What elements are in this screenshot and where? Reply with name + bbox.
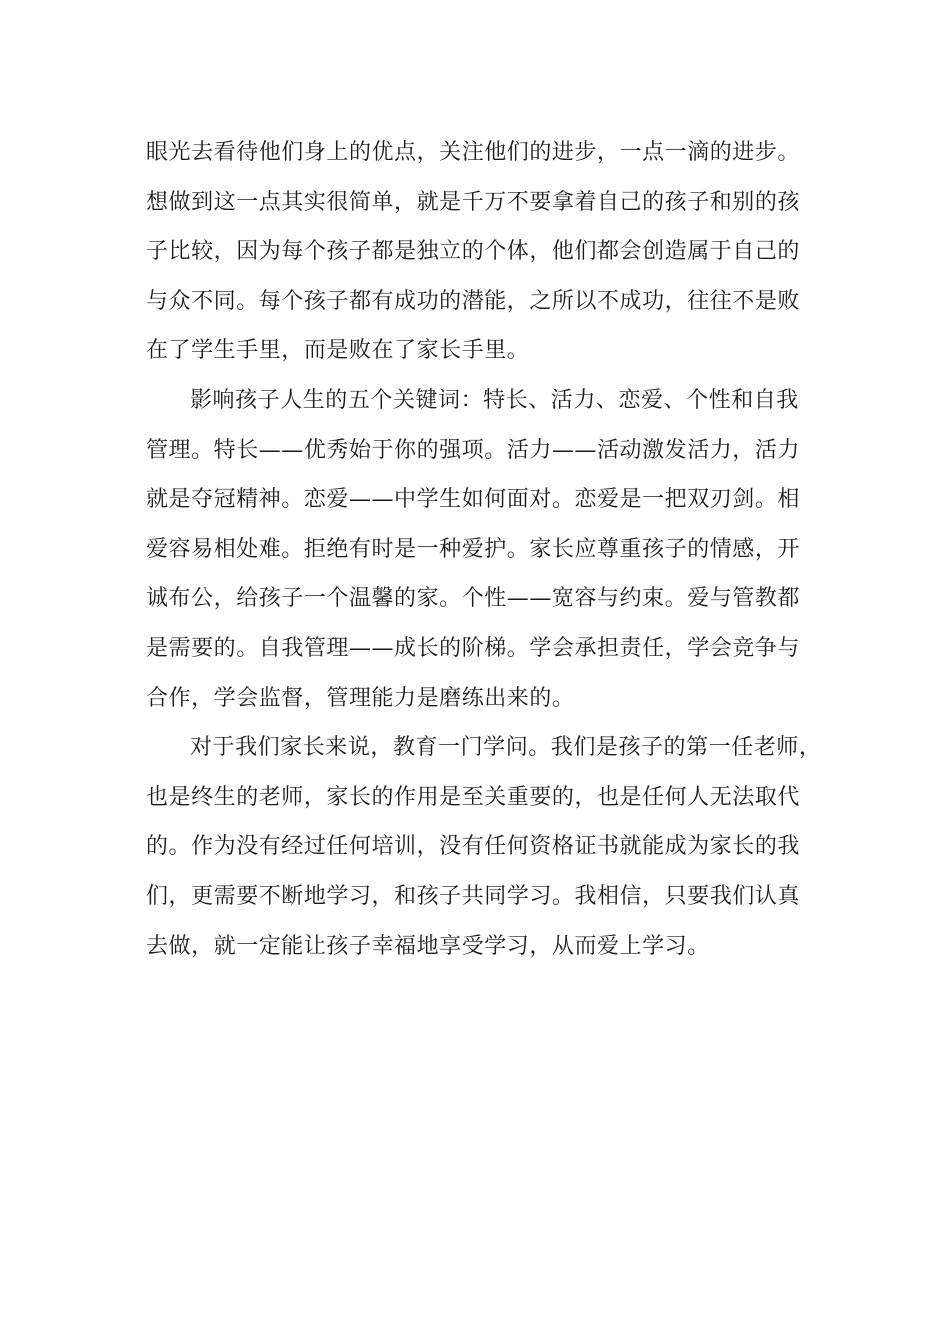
paragraph-2 — [146, 376, 810, 723]
paragraph-line: 去做，就一定能让孩子幸福地享受学习，从而爱上学习。 — [146, 933, 710, 959]
paragraph-line: 想做到这一点其实很简单，就是千万不要拿着自己的孩子和别的孩 — [146, 189, 800, 215]
paragraph-1 — [146, 128, 810, 376]
paragraph-line: 子比较，因为每个孩子都是独立的个体，他们都会创造属于自己的 — [146, 239, 800, 265]
paragraph-line: 们，更需要不断地学习，和孩子共同学习。我相信，只要我们认真 — [146, 883, 800, 909]
paragraph-3 — [146, 723, 822, 971]
paragraph-line: 管理。特长——优秀始于你的强项。活力——活动激发活力，活力 — [146, 437, 800, 463]
paragraph-line: 影响孩子人生的五个关键词：特长、活力、恋爱、个性和自我 — [190, 387, 799, 413]
paragraph-line: 在了学生手里，而是败在了家长手里。 — [146, 338, 530, 364]
document-body — [146, 128, 822, 971]
paragraph-line: 爱容易相处难。拒绝有时是一种爱护。家长应尊重孩子的情感，开 — [146, 536, 800, 562]
paragraph-line: 与众不同。每个孩子都有成功的潜能，之所以不成功，往往不是败 — [146, 288, 800, 314]
paragraph-line: 合作，学会监督，管理能力是磨练出来的。 — [146, 685, 575, 711]
paragraph-line: 眼光去看待他们身上的优点，关注他们的进步，一点一滴的进步。 — [146, 140, 800, 165]
paragraph-line: 就是夺冠精神。恋爱——中学生如何面对。恋爱是一把双刃剑。相 — [146, 487, 800, 513]
paragraph-line: 对于我们家长来说，教育一门学问。我们是孩子的第一任老师， — [190, 735, 822, 761]
paragraph-line: 是需要的。自我管理——成长的阶梯。学会承担责任，学会竞争与 — [146, 635, 800, 661]
paragraph-line: 诚布公，给孩子一个温馨的家。个性——宽容与约束。爱与管教都 — [146, 586, 800, 612]
paragraph-line: 也是终生的老师，家长的作用是至关重要的，也是任何人无法取代 — [146, 784, 800, 810]
paragraph-line: 的。作为没有经过任何培训，没有任何资格证书就能成为家长的我 — [146, 834, 800, 860]
